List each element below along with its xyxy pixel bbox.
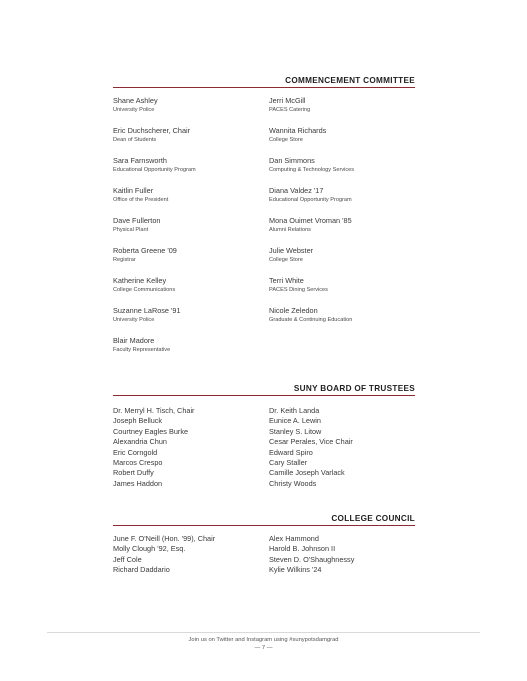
trustee-name: Eric Corngold xyxy=(113,447,158,457)
member-role: Dean of Students xyxy=(113,137,157,143)
committee-member xyxy=(113,276,269,306)
section-heading: COLLEGE COUNCIL xyxy=(113,514,415,526)
trustee-name: Camille Joseph Varlack xyxy=(269,468,345,478)
member-name: Blair Madore xyxy=(113,336,155,345)
council-member-name: Kylie Wilkins '24 xyxy=(269,565,322,575)
footer-hashtag-text: Join us on Twitter and Instagram using #sunypotsdamgrad xyxy=(188,637,339,643)
committee-member xyxy=(113,246,269,276)
council-member-name: Jeff Cole xyxy=(113,554,142,564)
member-name: Kaitlin Fuller xyxy=(113,186,154,195)
member-role: College Store xyxy=(269,137,303,143)
committee-member xyxy=(113,336,269,366)
member-role: Alumni Relations xyxy=(269,227,311,233)
council-member-name: Alex Hammond xyxy=(269,534,319,543)
member-role: Office of the President xyxy=(113,197,169,203)
council-member-name: June F. O'Neill (Hon. '99), Chair xyxy=(113,534,216,543)
member-role: Educational Opportunity Program xyxy=(113,167,196,173)
committee-member xyxy=(269,96,415,126)
committee-right-column xyxy=(269,96,415,366)
committee-member xyxy=(113,216,269,246)
trustee-name: Dr. Keith Landa xyxy=(269,406,320,415)
trustee-name: Edward Spiro xyxy=(269,447,313,457)
member-role: University Police xyxy=(113,317,155,323)
member-name: Shane Ashley xyxy=(113,96,158,105)
committee-member xyxy=(269,276,415,306)
council-member-name: Steven D. O'Shaughnessy xyxy=(269,554,355,564)
member-name: Jerri McGill xyxy=(269,96,306,105)
member-role: PACES Dining Services xyxy=(269,287,328,293)
trustee-name: Dr. Merryl H. Tisch, Chair xyxy=(113,406,195,415)
member-name: Diana Valdez '17 xyxy=(269,186,324,195)
member-role: Faculty Representative xyxy=(113,347,171,353)
council-left-column xyxy=(113,534,269,576)
trustees-left-column xyxy=(113,406,269,489)
footer-divider xyxy=(47,632,480,633)
trustee-name: Marcos Crespo xyxy=(113,458,163,468)
committee-member xyxy=(269,156,415,186)
committee-member xyxy=(113,306,269,336)
member-name: Mona Ouimet Vroman '85 xyxy=(269,216,352,225)
member-name: Eric Duchscherer, Chair xyxy=(113,126,191,135)
trustee-name: Courtney Eagles Burke xyxy=(113,426,189,436)
member-name: Sara Farnsworth xyxy=(113,156,167,165)
trustee-name: Stanley S. Litow xyxy=(269,426,322,436)
section-heading: COMMENCEMENT COMMITTEE xyxy=(113,76,415,88)
member-name: Wannita Richards xyxy=(269,126,327,135)
committee-left-column xyxy=(113,96,269,366)
member-name: Terri White xyxy=(269,276,304,285)
page-number: — 7 — xyxy=(254,645,273,651)
member-name: Roberta Greene '09 xyxy=(113,246,177,255)
trustee-name: James Haddon xyxy=(113,478,163,488)
page-footer xyxy=(0,636,527,652)
committee-member xyxy=(269,246,415,276)
trustees-right-column xyxy=(269,406,415,489)
member-name: Julie Webster xyxy=(269,246,314,255)
member-name: Katherine Kelley xyxy=(113,276,167,285)
committee-member xyxy=(113,186,269,216)
member-role: College Communications xyxy=(113,287,176,293)
member-role: PACES Catering xyxy=(269,107,311,113)
committee-member xyxy=(269,216,415,246)
committee-member xyxy=(269,306,415,336)
member-role: Physical Plant xyxy=(113,227,149,233)
committee-member xyxy=(113,156,269,186)
trustee-name: Christy Woods xyxy=(269,478,317,488)
member-name: Nicole Zeledon xyxy=(269,306,318,315)
section-heading: SUNY BOARD OF TRUSTEES xyxy=(113,384,415,396)
committee-member xyxy=(113,126,269,156)
member-role: Graduate & Continuing Education xyxy=(269,317,353,323)
member-role: College Store xyxy=(269,257,303,263)
member-name: Dave Fullerton xyxy=(113,216,161,225)
member-role: Registrar xyxy=(113,257,136,263)
trustee-name: Eunice A. Lewin xyxy=(269,416,321,426)
council-member-name: Harold B. Johnson II xyxy=(269,544,336,554)
council-member-name: Molly Clough '92, Esq. xyxy=(113,544,186,554)
member-name: Dan Simmons xyxy=(269,156,315,165)
commencement-committee-section xyxy=(113,76,415,366)
trustee-name: Robert Duffy xyxy=(113,468,154,478)
committee-member xyxy=(113,96,269,126)
trustee-name: Cesar Perales, Vice Chair xyxy=(269,437,353,447)
trustee-name: Alexandria Chun xyxy=(113,437,167,447)
council-member-name: Richard Daddario xyxy=(113,565,170,575)
council-right-column xyxy=(269,534,415,576)
member-role: Educational Opportunity Program xyxy=(269,197,352,203)
committee-member xyxy=(269,126,415,156)
member-role: Computing & Technology Services xyxy=(269,167,355,173)
trustee-name: Cary Staller xyxy=(269,458,308,468)
suny-board-section xyxy=(113,384,415,489)
member-role: University Police xyxy=(113,107,155,113)
trustee-name: Joseph Belluck xyxy=(113,416,163,426)
member-name: Suzanne LaRose '91 xyxy=(113,306,181,315)
committee-member xyxy=(269,186,415,216)
college-council-section xyxy=(113,514,415,576)
